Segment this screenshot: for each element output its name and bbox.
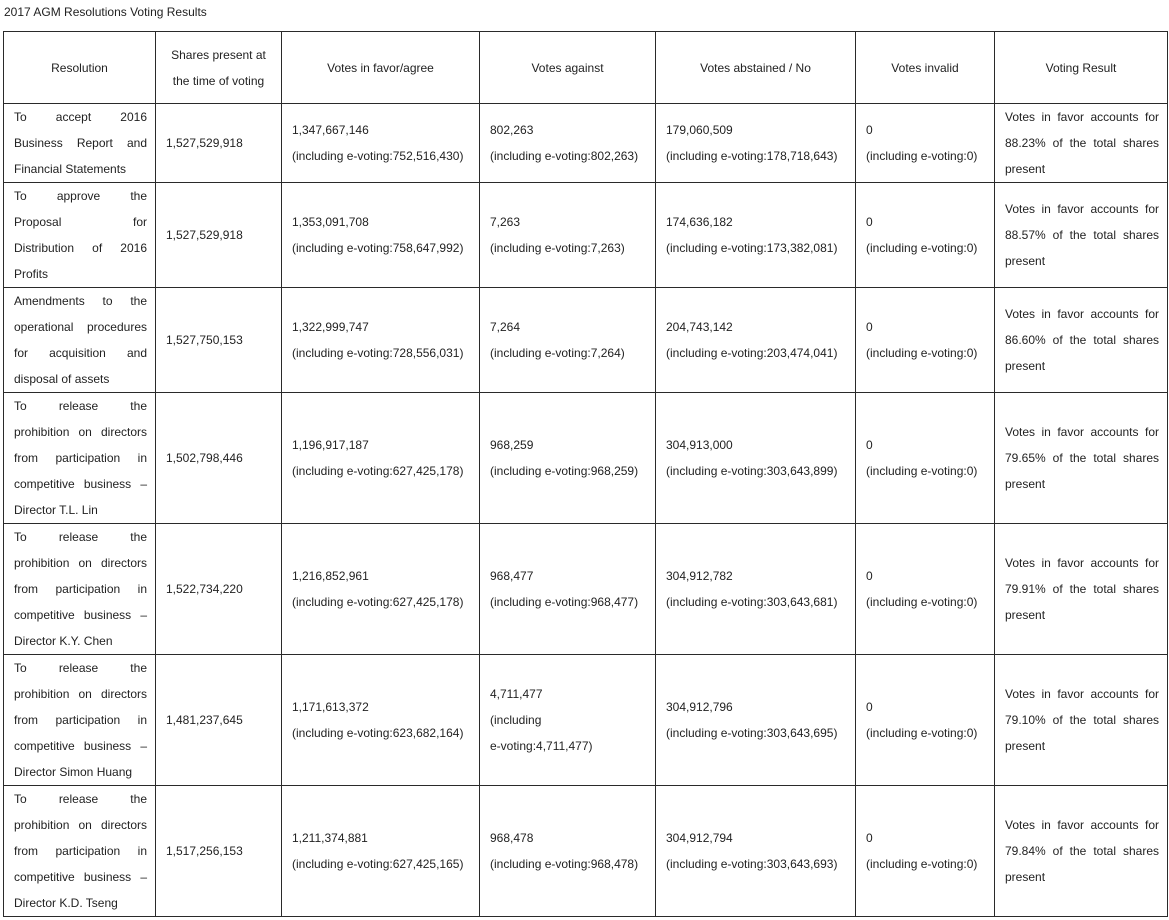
resolution-line: from participation in [14,844,147,858]
resolution-line: To release the [14,661,147,675]
resolution-line: Business Report and [14,136,147,150]
votes-abstained-line: (including e-voting:303,643,695) [666,726,838,740]
votes-invalid-line: 0 [866,700,873,714]
votes-favor-line: (including e-voting:752,516,430) [292,149,464,163]
voting-result-line: present [1005,359,1046,373]
votes-against-cell [480,786,656,917]
resolution-line: Profits [14,267,49,281]
resolution-line: prohibition on directors [14,556,147,570]
voting-result-line: present [1005,477,1046,491]
shares-present-cell: 1,527,750,153 [156,288,282,393]
votes-favor-cell [282,104,480,183]
votes-favor-cell [282,655,480,786]
resolution-line: from participation in [14,451,147,465]
resolution-cell [4,183,156,288]
resolution-line: operational procedures [14,320,147,334]
shares-present-cell: 1,517,256,153 [156,786,282,917]
votes-against-line: (including e-voting:7,264) [490,346,625,360]
votes-invalid-line: (including e-voting:0) [866,595,978,609]
resolution-line: To release the [14,792,147,806]
votes-against-cell [480,524,656,655]
resolution-line: competitive business – [14,739,147,753]
votes-invalid-line: 0 [866,215,873,229]
votes-invalid-line: 0 [866,320,873,334]
votes-favor-line: (including e-voting:627,425,178) [292,595,464,609]
votes-invalid-line: 0 [866,438,873,452]
votes-abstained-line: 304,912,796 [666,700,733,714]
votes-against-line: 968,259 [490,438,534,452]
resolution-line: from participation in [14,582,147,596]
votes-against-cell [480,655,656,786]
votes-abstained-line: 304,912,794 [666,831,733,845]
header-votes-abstained: Votes abstained / No [656,32,856,104]
votes-abstained-cell [656,524,856,655]
votes-abstained-cell [656,655,856,786]
votes-abstained-line: (including e-voting:303,643,899) [666,464,838,478]
votes-invalid-cell [856,393,995,524]
voting-result-line: present [1005,608,1046,622]
votes-abstained-line: (including e-voting:178,718,643) [666,149,838,163]
shares-present-cell: 1,527,529,918 [156,183,282,288]
votes-favor-cell [282,288,480,393]
votes-invalid-cell [856,524,995,655]
resolution-cell [4,655,156,786]
votes-invalid-line: (including e-voting:0) [866,857,978,871]
voting-result-line: 79.10% of the total shares [1005,713,1159,727]
votes-favor-line: (including e-voting:627,425,165) [292,857,464,871]
header-shares-line: Shares present at [171,47,266,62]
header-shares-line: the time of voting [172,73,265,88]
resolution-line: prohibition on directors [14,687,147,701]
voting-result-cell [995,524,1168,655]
resolution-line: To release the [14,399,147,413]
header-votes-invalid: Votes invalid [856,32,995,104]
votes-invalid-cell [856,183,995,288]
votes-against-line: 7,264 [490,320,521,334]
votes-invalid-cell [856,655,995,786]
votes-abstained-line: 304,913,000 [666,438,733,452]
votes-favor-cell [282,393,480,524]
voting-result-line: Votes in favor accounts for [1005,202,1159,216]
voting-result-cell [995,288,1168,393]
votes-against-line: e-voting:4,711,477) [490,739,593,753]
table-body [4,104,1168,917]
votes-against-line: (including e-voting:7,263) [490,241,625,255]
votes-against-line: 968,478 [490,831,534,845]
resolution-line: Distribution of 2016 [14,241,147,255]
header-votes-favor: Votes in favor/agree [282,32,480,104]
votes-against-cell [480,288,656,393]
table-row [4,655,1168,786]
votes-favor-cell [282,524,480,655]
resolution-line: prohibition on directors [14,425,147,439]
resolution-line: disposal of assets [14,372,110,386]
voting-result-cell [995,786,1168,917]
votes-abstained-line: (including e-voting:303,643,681) [666,595,838,609]
votes-invalid-cell [856,104,995,183]
votes-against-cell [480,183,656,288]
votes-abstained-cell [656,786,856,917]
shares-present-cell: 1,502,798,446 [156,393,282,524]
votes-abstained-cell [656,104,856,183]
table-row [4,104,1168,183]
votes-favor-line: 1,216,852,961 [292,569,369,583]
header-voting-result: Voting Result [995,32,1168,104]
votes-favor-line: (including e-voting:758,647,992) [292,241,464,255]
voting-result-line: present [1005,870,1046,884]
resolution-line: To approve the [14,189,147,203]
votes-against-line: (including e-voting:968,259) [490,464,639,478]
header-votes-against: Votes against [480,32,656,104]
votes-favor-cell [282,786,480,917]
votes-invalid-line: (including e-voting:0) [866,241,978,255]
votes-against-line: (including e-voting:968,478) [490,857,639,871]
resolution-cell [4,393,156,524]
voting-result-line: Votes in favor accounts for [1005,687,1159,701]
votes-abstained-line: 174,636,182 [666,215,733,229]
resolution-line: Director K.D. Tseng [14,896,118,910]
votes-abstained-line: (including e-voting:173,382,081) [666,241,838,255]
shares-present-cell: 1,522,734,220 [156,524,282,655]
voting-result-line: 79.91% of the total shares [1005,582,1159,596]
votes-abstained-line: 179,060,509 [666,123,733,137]
voting-result-line: present [1005,162,1046,176]
resolution-line: competitive business – [14,608,147,622]
resolution-line: Proposal for [14,215,147,229]
voting-result-line: 86.60% of the total shares [1005,333,1159,347]
votes-abstained-cell [656,183,856,288]
voting-result-cell [995,655,1168,786]
resolution-line: Director T.L. Lin [14,503,98,517]
page-title: 2017 AGM Resolutions Voting Results [4,5,207,19]
votes-invalid-line: (including e-voting:0) [866,726,978,740]
votes-favor-line: (including e-voting:728,556,031) [292,346,464,360]
resolution-line: from participation in [14,713,147,727]
voting-result-cell [995,104,1168,183]
shares-present-cell: 1,481,237,645 [156,655,282,786]
votes-invalid-cell [856,786,995,917]
votes-against-line: 4,711,477 [490,687,543,701]
votes-invalid-line: (including e-voting:0) [866,149,978,163]
votes-against-line: (including e-voting:968,477) [490,595,639,609]
table-row [4,288,1168,393]
voting-result-cell [995,393,1168,524]
votes-against-line: 968,477 [490,569,534,583]
votes-abstained-line: (including e-voting:203,474,041) [666,346,838,360]
votes-favor-line: 1,196,917,187 [292,438,369,452]
votes-against-cell [480,104,656,183]
resolution-line: Director K.Y. Chen [14,634,113,648]
votes-against-line: (including e-voting:802,263) [490,149,639,163]
header-row [4,32,1168,104]
voting-result-line: Votes in favor accounts for [1005,110,1159,124]
voting-result-line: 88.57% of the total shares [1005,228,1159,242]
votes-invalid-line: (including e-voting:0) [866,346,978,360]
voting-results-table [3,31,1168,917]
votes-favor-line: 1,347,667,146 [292,123,369,137]
votes-favor-line: 1,353,091,708 [292,215,369,229]
votes-invalid-line: 0 [866,123,873,137]
resolution-line: prohibition on directors [14,818,147,832]
votes-against-cell [480,393,656,524]
voting-result-line: present [1005,254,1046,268]
votes-abstained-cell [656,288,856,393]
table-row [4,393,1168,524]
voting-result-line: Votes in favor accounts for [1005,425,1159,439]
resolution-cell [4,104,156,183]
voting-result-line: Votes in favor accounts for [1005,818,1159,832]
votes-favor-cell [282,183,480,288]
votes-abstained-cell [656,393,856,524]
resolution-cell [4,786,156,917]
voting-result-line: 88.23% of the total shares [1005,136,1159,150]
votes-abstained-line: (including e-voting:303,643,693) [666,857,838,871]
votes-against-line: 802,263 [490,123,534,137]
votes-against-line: 7,263 [490,215,521,229]
votes-invalid-line: 0 [866,569,873,583]
shares-present-cell: 1,527,529,918 [156,104,282,183]
table-row [4,786,1168,917]
votes-invalid-line: 0 [866,831,873,845]
votes-favor-line: 1,171,613,372 [292,700,369,714]
votes-against-line: (including [490,713,542,727]
resolution-cell [4,288,156,393]
votes-invalid-cell [856,288,995,393]
votes-favor-line: (including e-voting:627,425,178) [292,464,464,478]
votes-invalid-line: (including e-voting:0) [866,464,978,478]
voting-result-line: Votes in favor accounts for [1005,307,1159,321]
header-shares-present [156,32,282,104]
resolution-cell [4,524,156,655]
voting-result-line: Votes in favor accounts for [1005,556,1159,570]
resolution-line: Amendments to the [14,294,147,308]
table-row [4,524,1168,655]
resolution-line: for acquisition and [14,346,147,360]
resolution-line: To accept 2016 [14,110,147,124]
voting-result-cell [995,183,1168,288]
voting-result-line: present [1005,739,1046,753]
votes-abstained-line: 304,912,782 [666,569,733,583]
resolution-line: To release the [14,530,147,544]
table-row [4,183,1168,288]
resolution-line: competitive business – [14,477,147,491]
votes-favor-line: (including e-voting:623,682,164) [292,726,464,740]
voting-result-line: 79.84% of the total shares [1005,844,1159,858]
voting-result-line: 79.65% of the total shares [1005,451,1159,465]
votes-favor-line: 1,211,374,881 [292,831,368,845]
votes-favor-line: 1,322,999,747 [292,320,369,334]
header-resolution: Resolution [4,32,156,104]
votes-abstained-line: 204,743,142 [666,320,733,334]
resolution-line: Director Simon Huang [14,765,133,779]
resolution-line: competitive business – [14,870,147,884]
resolution-line: Financial Statements [14,162,127,176]
